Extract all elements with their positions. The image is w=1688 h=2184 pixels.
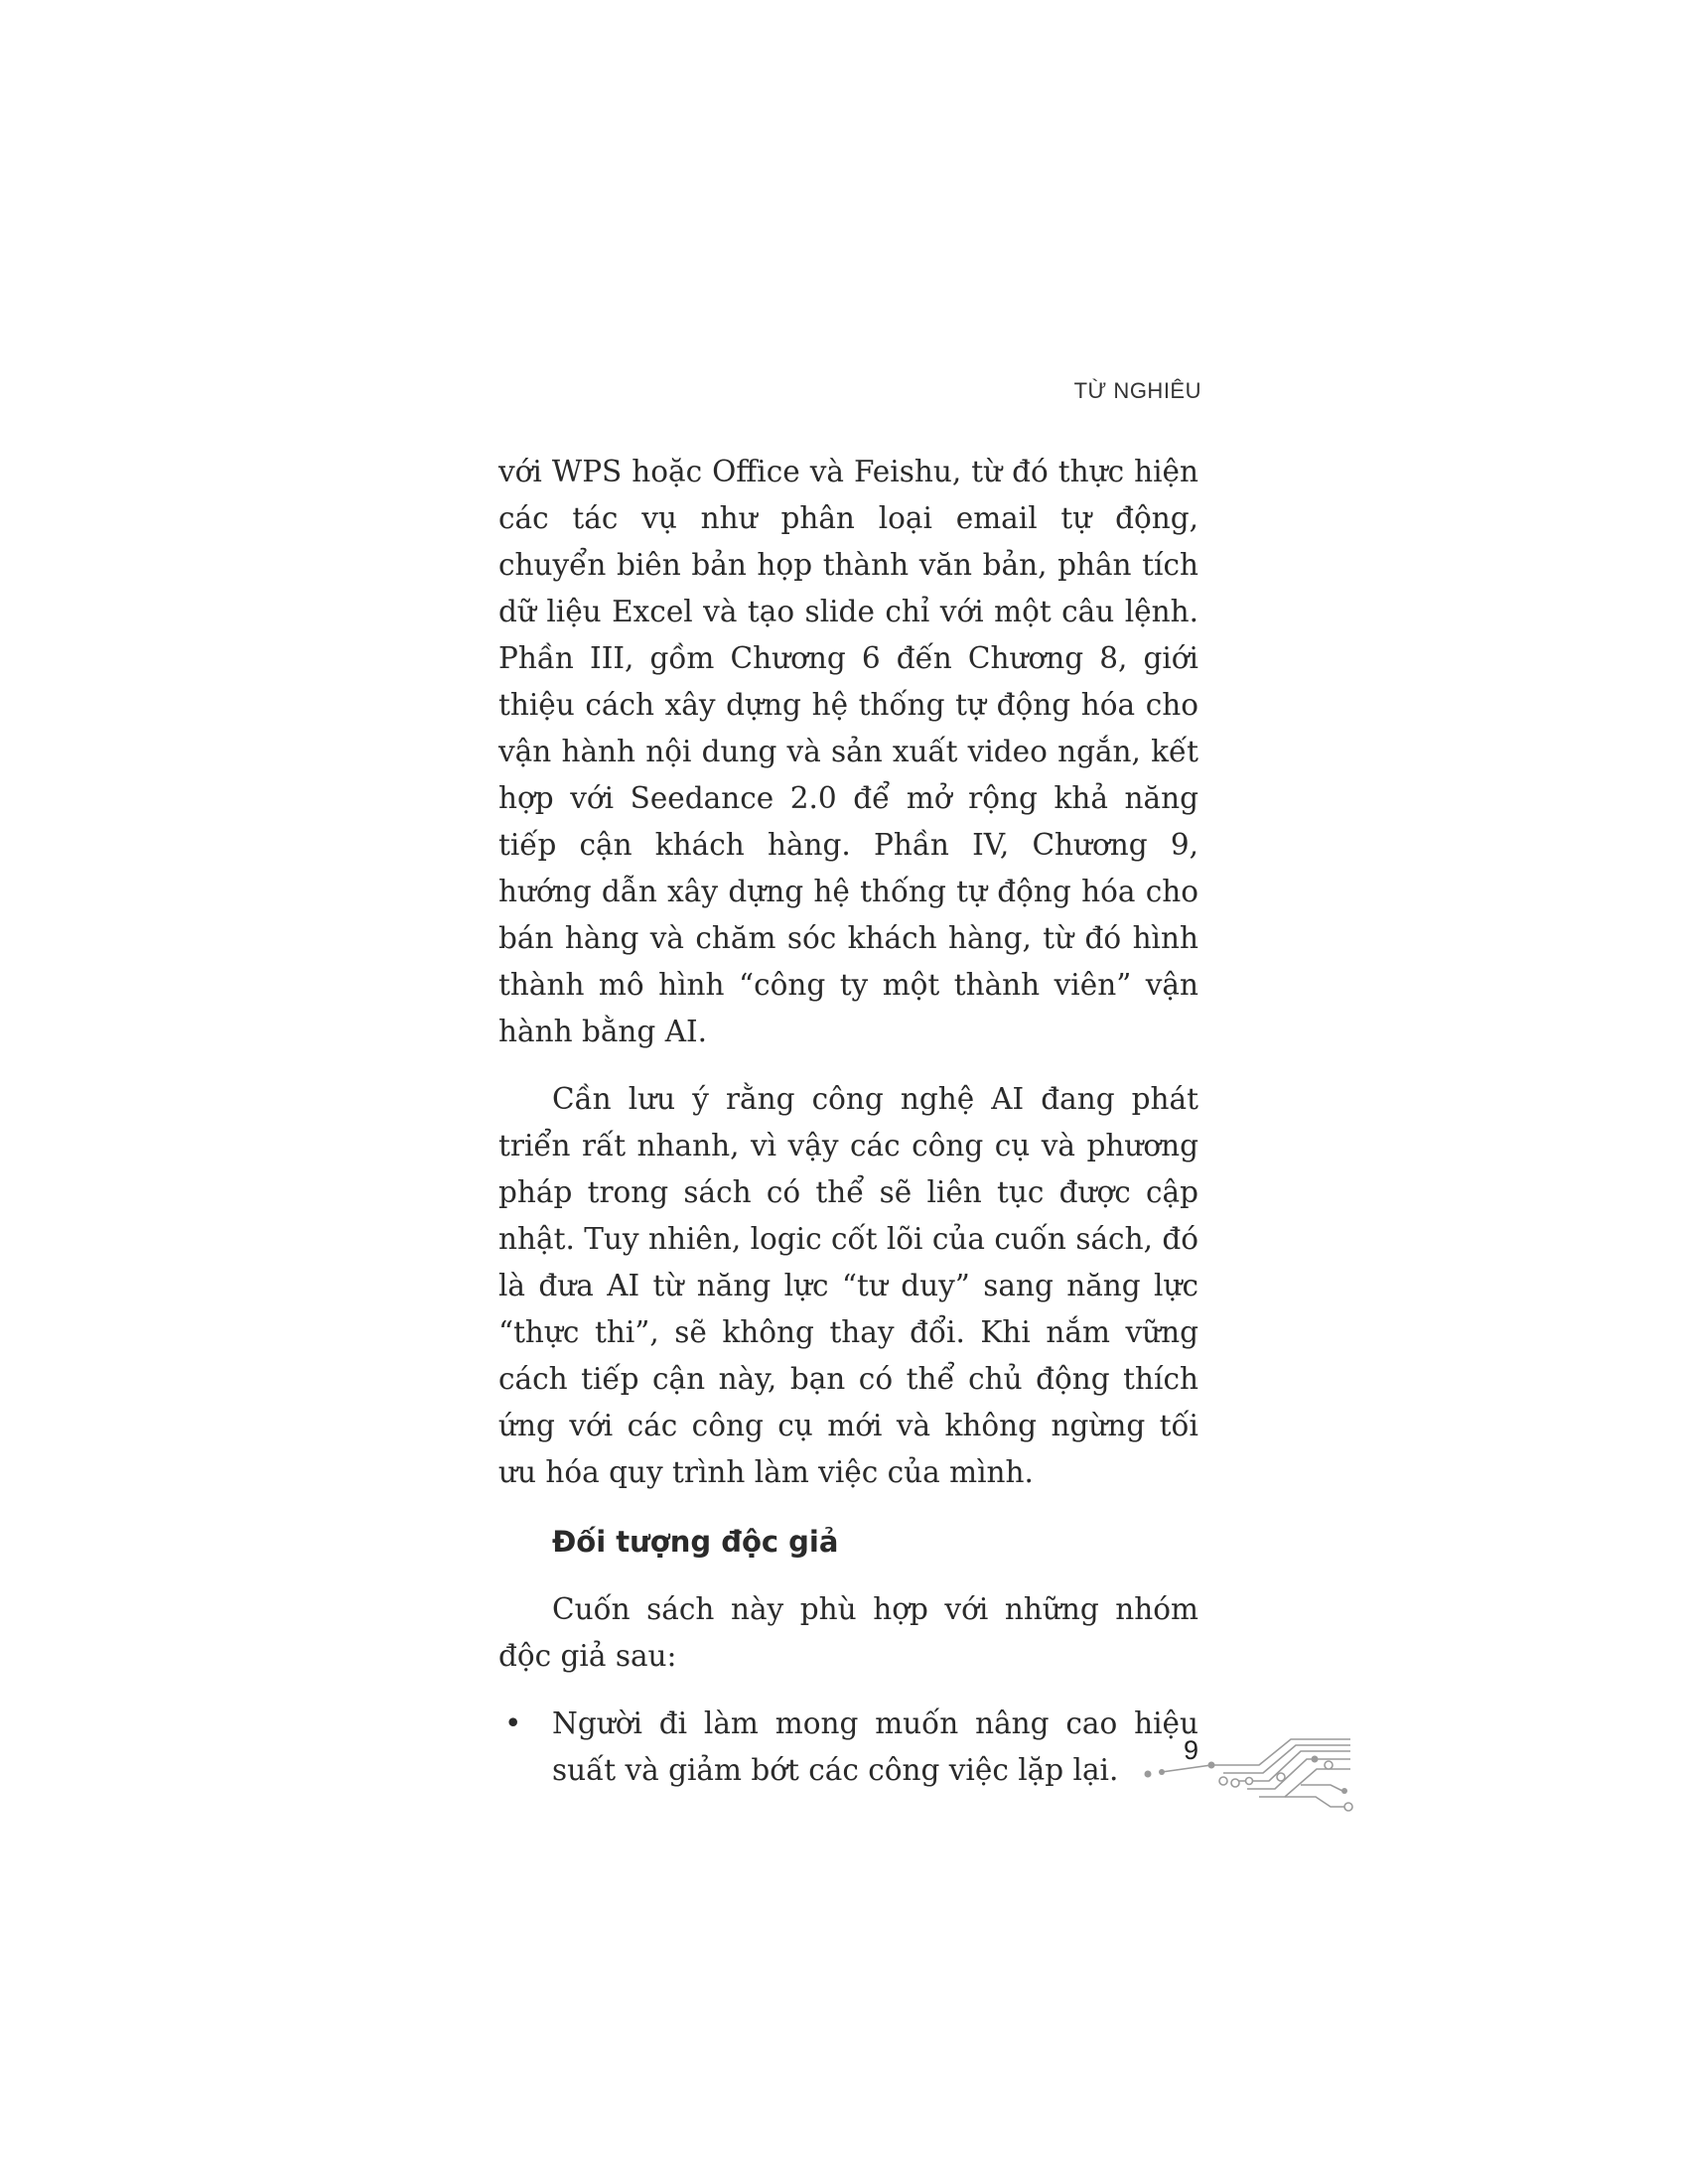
circuit-ornament-icon (1132, 1725, 1360, 1825)
page-body (498, 449, 1198, 1794)
list-item (498, 1701, 1198, 1794)
section-heading: Đối tượng độc giả (552, 1525, 839, 1559)
paragraph-2: Cần lưu ý rằng công nghệ AI đang phát triển rất nhanh, vì vậy các công cụ và phương pháp trong sách có thể sẽ liên tục được cập nhật. Tuy nhiên, logic cốt lõi của cuốn sách, đó là đưa AI từ năng lực “tư duy” sang năng lực “thực thi”, sẽ không thay đổi. Khi nắm vững cách tiếp cận này, bạn có thể chủ động thích ứng với các công cụ mới và không ngừng tối ưu hóa quy trình làm việc của mình. (498, 1082, 1198, 1489)
bullet-icon: • (504, 1706, 522, 1740)
page-number: 9 (1184, 1735, 1199, 1765)
paragraph-3: Cuốn sách này phù hợp với những nhóm độc giả sau: (498, 1592, 1198, 1673)
paragraph-1: với WPS hoặc Office và Feishu, từ đó thực hiện các tác vụ như phân loại email tự động, chuyển biên bản họp thành văn bản, phân tích dữ liệu Excel và tạo slide chỉ với một câu lệnh. Phần III, gồm Chương 6 đến Chương 8, giới thiệu cách xây dựng hệ thống tự động hóa cho vận hành nội dung và sản xuất video ngắn, kết hợp với Seedance 2.0 để mở rộng khả năng tiếp cận khách hàng. Phần IV, Chương 9, hướng dẫn xây dựng hệ thống tự động hóa cho bán hàng và chăm sóc khách hàng, từ đó hình thành mô hình “công ty một thành viên” vận hành bằng AI. (498, 455, 1198, 1048)
running-head: TỪ NGHIÊU (1073, 378, 1201, 403)
bullet-list (498, 1701, 1198, 1794)
list-item-text: Người đi làm mong muốn nâng cao hiệu suất và giảm bớt các công việc lặp lại. (552, 1706, 1198, 1787)
